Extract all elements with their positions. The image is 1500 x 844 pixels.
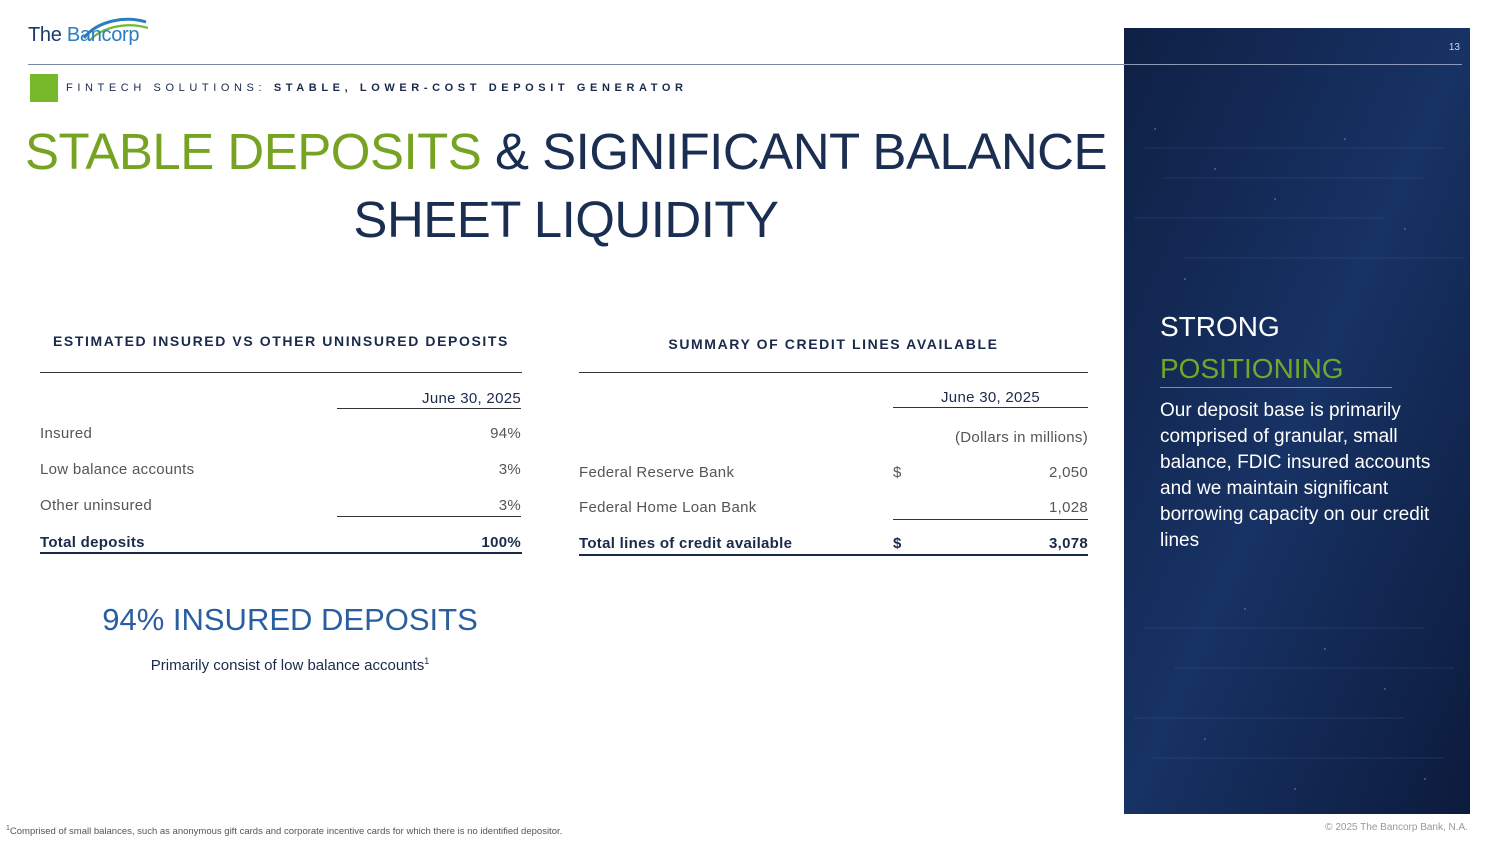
insured-deposits-highlight: 94% INSURED DEPOSITS	[102, 602, 478, 637]
section-accent-square	[30, 74, 58, 102]
fed-reserve-row-currency: $	[893, 464, 902, 481]
insured-subtext-sup: 1	[424, 656, 430, 666]
credit-table-heading: SUMMARY OF CREDIT LINES AVAILABLE	[668, 336, 999, 352]
insured-table-heading-rule	[40, 372, 522, 373]
other-uninsured-row-value: 3%	[498, 497, 521, 514]
fed-reserve-row-label: Federal Reserve Bank	[579, 464, 735, 481]
panel-title-underline	[1160, 387, 1392, 388]
total-credit-value: 3,078	[1048, 535, 1088, 552]
insured-row-value: 94%	[490, 425, 521, 442]
fed-reserve-row-value: 2,050	[1048, 464, 1088, 481]
strong-positioning-panel	[1124, 28, 1470, 814]
fhlb-row-label: Federal Home Loan Bank	[579, 499, 757, 516]
panel-title-line2: POSITIONING	[1160, 353, 1344, 384]
low-balance-row-value: 3%	[498, 461, 521, 478]
logo-text-brand: Bancorp	[66, 24, 140, 46]
section-label-prefix: FINTECH SOLUTIONS:	[66, 82, 267, 94]
panel-title	[1160, 306, 1344, 390]
credit-units: (Dollars in millions)	[955, 429, 1088, 446]
total-credit-currency: $	[893, 535, 902, 552]
insured-column-rule	[337, 408, 521, 409]
page-title	[20, 118, 1112, 254]
panel-top-rule	[1124, 64, 1462, 65]
other-uninsured-row-label: Other uninsured	[40, 497, 153, 514]
title-green-part: STABLE DEPOSITS	[24, 123, 482, 180]
insured-deposits-subtext	[40, 656, 540, 674]
footnote	[6, 825, 562, 837]
bancorp-logo	[28, 16, 158, 60]
total-deposits-label: Total deposits	[40, 534, 145, 551]
low-balance-row-label: Low balance accounts	[40, 461, 195, 478]
credit-column-header: June 30, 2025	[941, 389, 1040, 406]
logo-text-prefix: The	[28, 24, 62, 46]
total-credit-rule	[579, 554, 1088, 556]
credit-subtotal-rule	[893, 519, 1088, 520]
total-deposits-value: 100%	[481, 534, 521, 551]
logo-text	[28, 24, 139, 47]
footnote-text: Comprised of small balances, such as anonymous gift cards and corporate incentive cards for which there is no identified depositor.	[9, 826, 563, 838]
copyright: © 2025 The Bancorp Bank, N.A.	[1325, 822, 1468, 833]
title-rest: & SIGNIFICANT BALANCE SHEET LIQUIDITY	[353, 123, 1108, 248]
panel-title-line1: STRONG	[1160, 311, 1280, 342]
insured-subtext-body: Primarily consist of low balance accounts	[150, 657, 425, 674]
insured-column-header: June 30, 2025	[422, 390, 521, 407]
panel-body-text: Our deposit base is primarily comprised of granular, small balance, FDIC insured accounts and we maintain significant borrowing capacity on our credit lines	[1160, 400, 1431, 551]
section-label	[66, 82, 688, 94]
fhlb-row-value: 1,028	[1048, 499, 1088, 516]
total-credit-label: Total lines of credit available	[579, 535, 793, 552]
footnote-sup: 1	[6, 825, 10, 832]
page-number: 13	[1448, 42, 1460, 53]
insured-subtotal-rule	[337, 516, 521, 517]
insured-table-heading: ESTIMATED INSURED VS OTHER UNINSURED DEPOSITS	[52, 333, 509, 349]
total-deposits-rule	[40, 552, 522, 554]
section-label-rest: STABLE, LOWER-COST DEPOSIT GENERATOR	[273, 82, 688, 94]
insured-row-label: Insured	[40, 425, 93, 442]
credit-column-rule	[893, 407, 1088, 408]
credit-table-heading-rule	[579, 372, 1088, 373]
